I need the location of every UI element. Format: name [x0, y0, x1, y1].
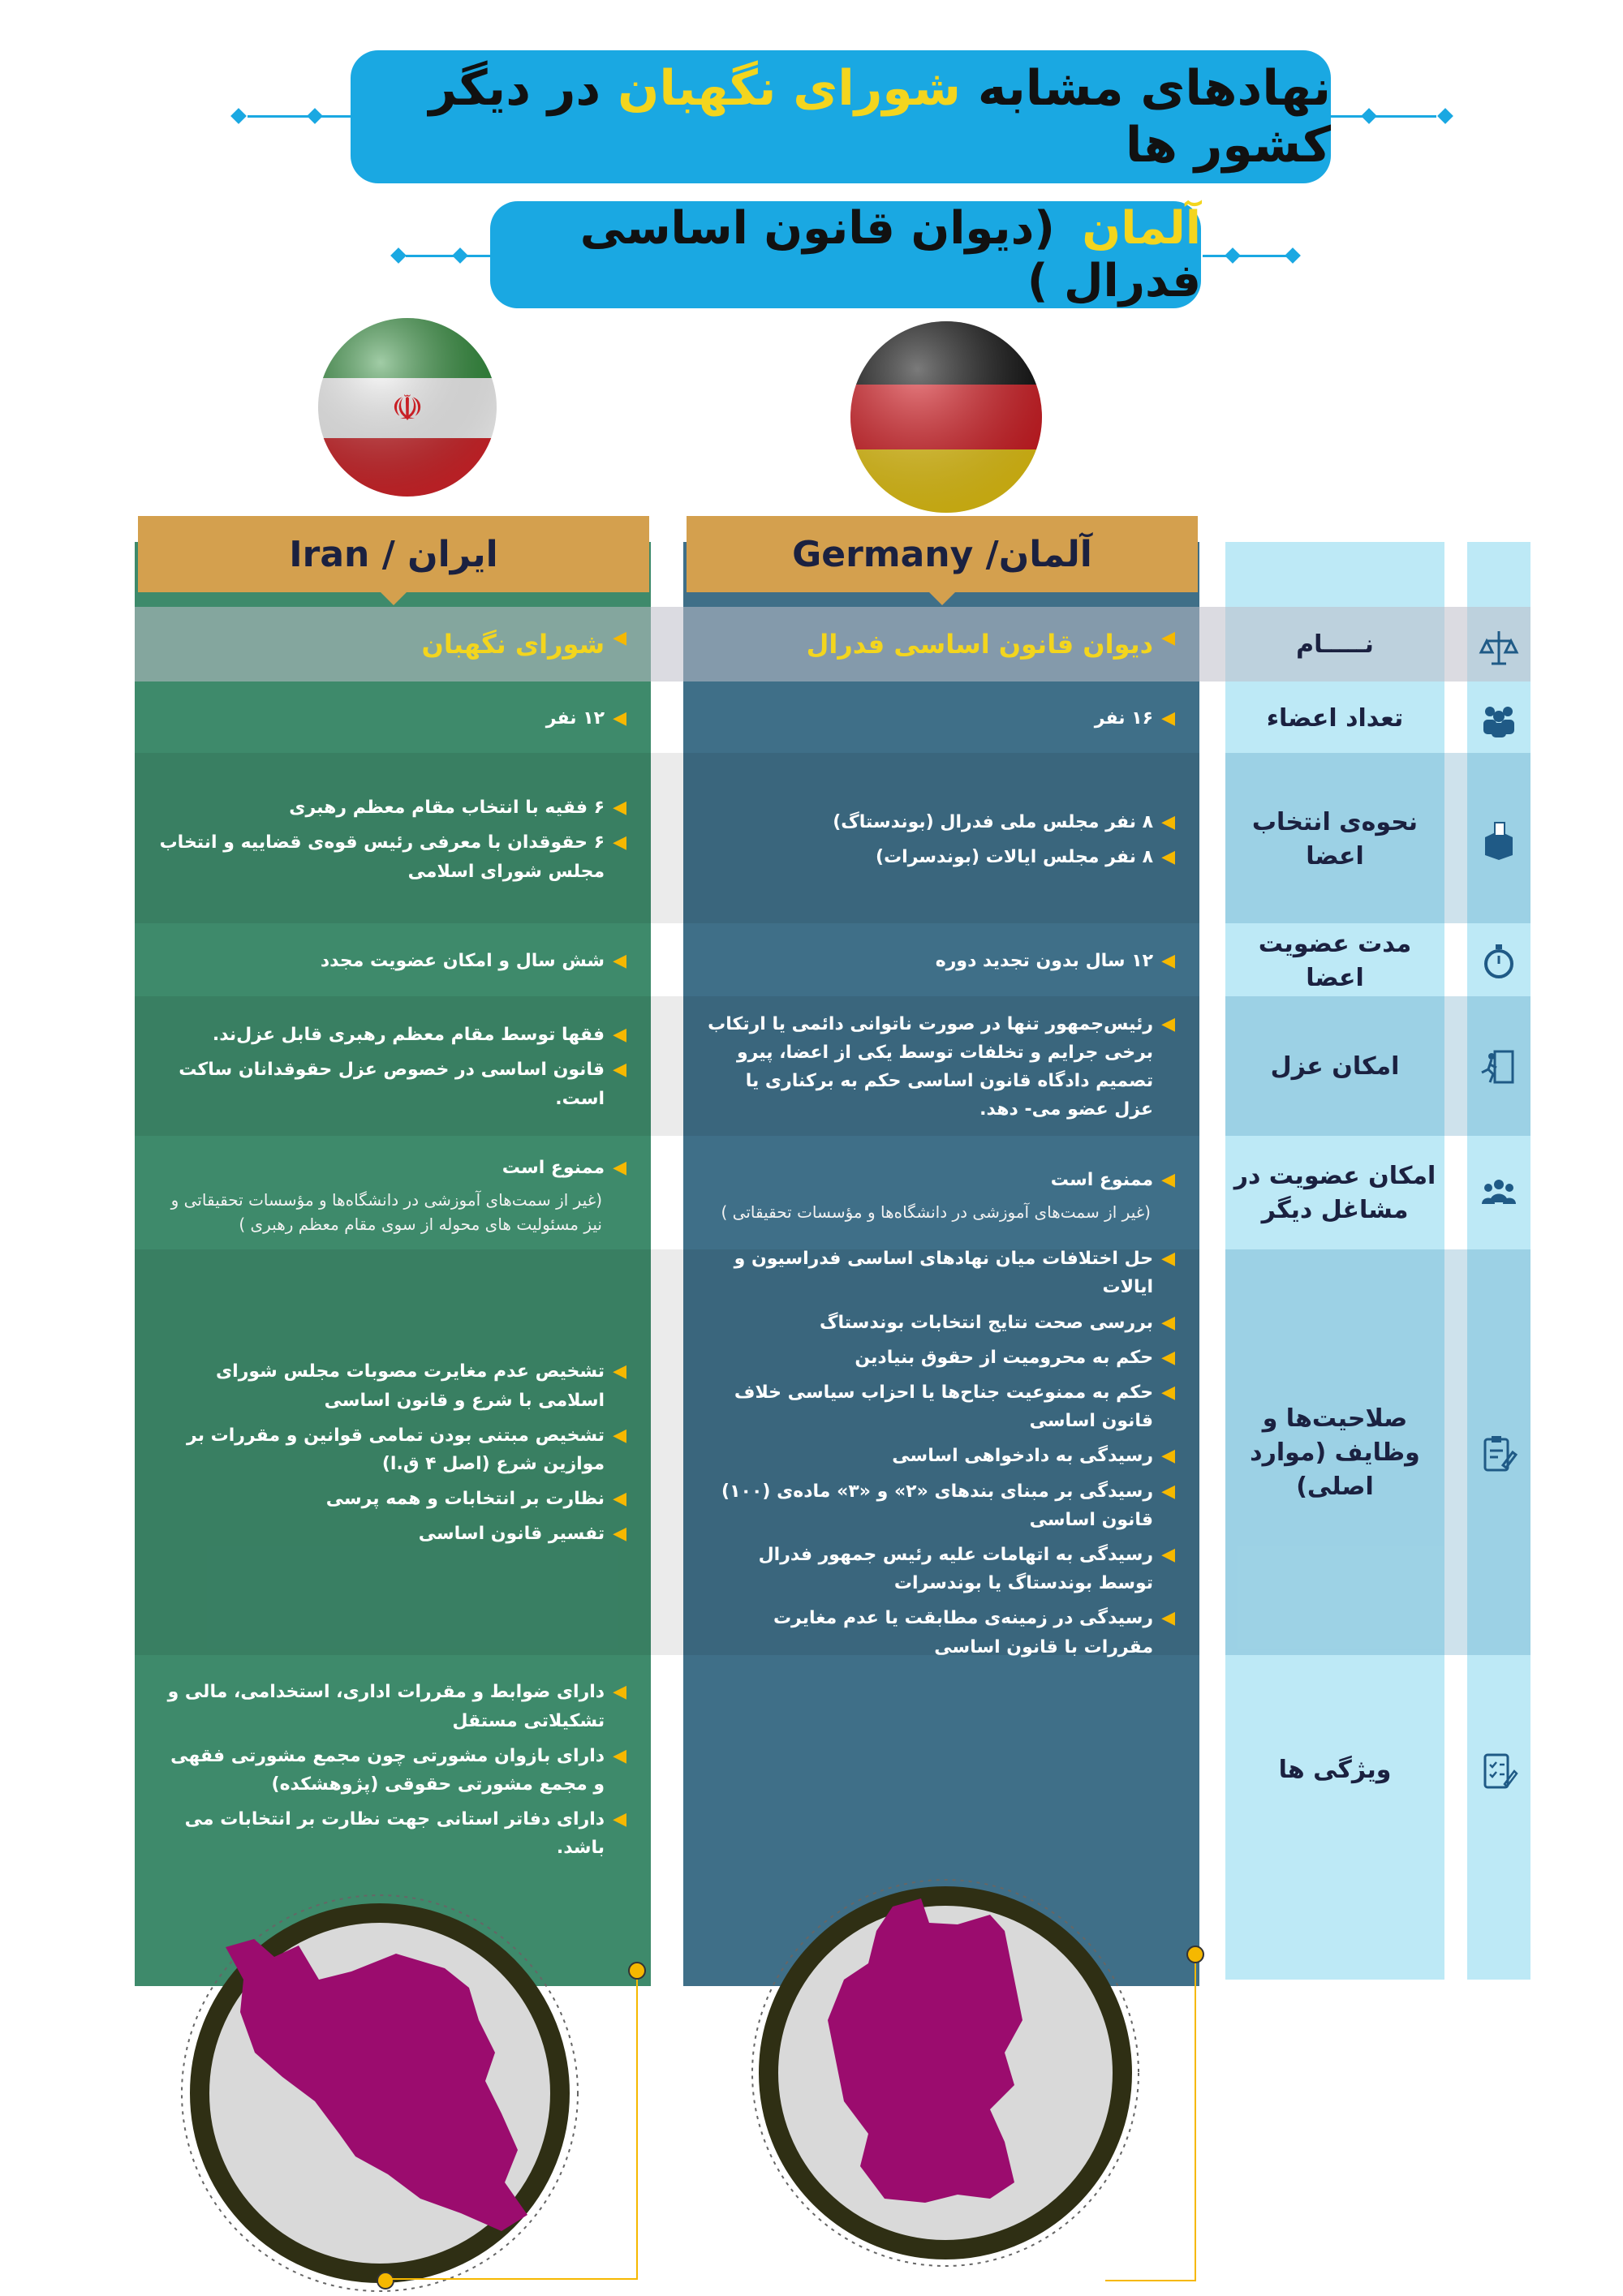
germany-duties-text: بررسی صحت نتایج انتخابات بوندستاگ	[819, 1312, 1154, 1333]
iran-duties-text: تشخیص مبتنی بودن تمامی قوانین و مقررات بر موازین شرع (اصل ۴ ق.ا)	[187, 1425, 605, 1474]
germany-duties-text: رسیدگی به اتهامات علیه رئیس جمهور فدرال توسط بوندستاگ یا بوندسرات	[758, 1544, 1154, 1594]
germany-duties-item	[708, 1344, 1175, 1372]
bullet-arrow-icon: ◀	[613, 1682, 626, 1703]
iran-features-text: دارای بازوان مشورتی چون مجمع مشورتی فقهی و مجمع مشورتی حقوقی (پژوهشکده)	[170, 1745, 605, 1795]
germany-members-item	[708, 704, 1175, 733]
row-label-term: مدت عضویت اعضا	[1258, 930, 1412, 992]
row-label-selection: نحوه‌ی انتخاب اعضا	[1251, 808, 1419, 871]
row-gap-1	[651, 681, 683, 755]
title-ornament-left	[231, 112, 353, 120]
bullet-arrow-icon: ◀	[1161, 628, 1175, 649]
germany-removal-text: رئیس‌جمهور تنها در صورت ناتوانی دائمی یا ارتکاب برخی جرایم و تخلفات توسط یکی از اعضا، پیرو تصمیم دادگاه قانون اساسی حکم به برکناری یا عزل عضو می- دهد.	[708, 1013, 1154, 1120]
row-gap-2b	[1199, 925, 1225, 996]
scales-icon	[1470, 608, 1527, 681]
germany-cell-members	[683, 683, 1199, 755]
bullet-arrow-icon: ◀	[1161, 1170, 1175, 1191]
iran-cell-term	[135, 927, 651, 996]
iran-features-item	[159, 1678, 626, 1735]
iran-features-item	[159, 1742, 626, 1799]
germany-name-item	[708, 624, 1175, 665]
exit-door-icon	[1470, 998, 1527, 1136]
row-gap-3b	[1199, 1136, 1225, 1249]
iran-other_jobs-text: ممنوع است	[502, 1158, 605, 1179]
germany-cell-selection	[683, 755, 1199, 925]
bullet-arrow-icon: ◀	[613, 798, 626, 819]
bullet-arrow-icon: ◀	[1161, 1312, 1175, 1333]
iran-cell-selection	[135, 755, 651, 925]
bullet-arrow-icon: ◀	[613, 1809, 626, 1830]
iran-map	[177, 1890, 583, 2296]
germany-connector-vertical	[1195, 1957, 1196, 2281]
row-gap-3	[651, 1136, 683, 1249]
iran-cell-other_jobs	[135, 1137, 651, 1249]
row-gap-4	[651, 1655, 683, 1980]
germany-duties-text: رسیدگی به دادخواهی اساسی	[892, 1446, 1154, 1467]
iran-term-text: شش سال و امکان عضویت مجدد	[320, 951, 605, 972]
title-highlight: شورای نگهبان	[618, 60, 961, 117]
germany-other_jobs-item	[708, 1166, 1175, 1194]
iran-header-label: ایران / Iran	[289, 533, 498, 575]
iran-duties-item	[159, 1357, 626, 1414]
germany-selection-item	[708, 808, 1175, 836]
row-label-members: تعداد اعضاء	[1266, 704, 1404, 733]
iran-removal-item	[159, 1021, 626, 1049]
iran-column-dot	[628, 1962, 646, 1980]
iran-selection-item	[159, 793, 626, 822]
germany-duties-item	[708, 1309, 1175, 1337]
iran-features-text: دارای دفاتر استانی جهت نظارت بر انتخابات می باشد.	[184, 1809, 605, 1859]
subtitle-country: آلمان	[1082, 202, 1201, 255]
iran-duties-text: نظارت بر انتخابات و همه پرسی	[325, 1489, 605, 1510]
bullet-arrow-icon: ◀	[1161, 1544, 1175, 1565]
iran-removal-item	[159, 1056, 626, 1112]
germany-cell-name	[683, 608, 1199, 681]
iran-map-connector-dot	[377, 2272, 394, 2290]
germany-duties-item	[708, 1378, 1175, 1435]
iran-connector-vertical	[636, 1971, 638, 2280]
germany-duties-item	[708, 1604, 1175, 1661]
iran-removal-text: فقها توسط مقام معظم رهبری قابل عزل‌ند.	[212, 1025, 605, 1046]
germany-term-text: ۱۲ سال بدون تجدید دوره	[935, 951, 1154, 972]
people-icon	[1470, 1137, 1527, 1249]
germany-connector-line	[1105, 2280, 1196, 2281]
title-part1: نهادهای مشابه	[960, 60, 1331, 117]
iran-cell-members	[135, 683, 651, 755]
germany-duties-item	[708, 1442, 1175, 1470]
germany-duties-text: رسیدگی در زمینه‌ی مطابقت یا عدم مغایرت مقررات با قانون اساسی	[773, 1608, 1154, 1658]
row-gap-2	[651, 925, 683, 996]
bullet-arrow-icon: ◀	[1161, 1347, 1175, 1368]
germany-cell-duties	[683, 1249, 1199, 1658]
bullet-arrow-icon: ◀	[1161, 811, 1175, 832]
bullet-arrow-icon: ◀	[613, 1425, 626, 1446]
row-label-duties: صلاحیت‌ها و وظایف (موارد اصلی)	[1250, 1404, 1420, 1501]
subtitle-ornament-right	[1203, 252, 1300, 260]
germany-duties-item	[708, 1245, 1175, 1301]
title-banner	[351, 50, 1331, 183]
iran-duties-text: تفسیر قانون اساسی	[418, 1524, 605, 1545]
germany-duties-text: حل اختلافات میان نهادهای اساسی فدراسیون و ایالات	[734, 1249, 1154, 1298]
germany-cell-other_jobs	[683, 1137, 1199, 1249]
bullet-arrow-icon: ◀	[613, 1158, 626, 1179]
germany-name-text: دیوان قانون اساسی فدرال	[806, 629, 1154, 660]
bullet-arrow-icon: ◀	[1161, 1608, 1175, 1629]
germany-selection-item	[708, 843, 1175, 871]
germany-cell-features	[683, 1657, 1199, 1884]
bullet-arrow-icon: ◀	[613, 1489, 626, 1510]
germany-duties-item	[708, 1477, 1175, 1534]
iran-duties-text: تشخیص عدم مغایرت مصوبات مجلس شورای اسلامی با شرع و قانون اساسی	[215, 1361, 605, 1411]
iran-flag-icon	[315, 315, 500, 500]
germany-members-text: ۱۶ نفر	[1094, 708, 1154, 729]
checklist-icon	[1470, 1657, 1527, 1884]
bullet-arrow-icon: ◀	[613, 1025, 626, 1046]
germany-header-label: آلمان/ Germany	[792, 533, 1092, 575]
iran-header	[138, 516, 649, 592]
bullet-arrow-icon: ◀	[1161, 951, 1175, 972]
iran-term-item	[159, 947, 626, 975]
iran-selection-text: ۶ فقیه با انتخاب مقام معظم رهبری	[289, 798, 605, 819]
iran-cell-removal	[135, 998, 651, 1136]
svg-text:☫: ☫	[391, 388, 424, 429]
subtitle-banner	[490, 201, 1201, 308]
bullet-arrow-icon: ◀	[613, 1060, 626, 1081]
iran-other_jobs-note: (غیر از سمت‌های آموزشی در دانشگاه‌ها و مؤسسات تحقیقاتی و نیز مسئولیت های محوله از سوی مقام معظم رهبری )	[170, 1189, 602, 1234]
iran-other_jobs-item	[159, 1154, 626, 1182]
bullet-arrow-icon: ◀	[613, 832, 626, 853]
row-label-name: نـــــام	[1296, 630, 1374, 659]
stopwatch-icon	[1470, 927, 1527, 996]
iran-selection-text: ۶ حقوقدان با معرفی رئیس قوه‌ی قضاییه و انتخاب مجلس شورای اسلامی	[159, 832, 605, 882]
bullet-arrow-icon: ◀	[613, 1745, 626, 1766]
bullet-arrow-icon: ◀	[1161, 1249, 1175, 1270]
germany-map	[747, 1874, 1144, 2272]
iran-duties-item	[159, 1485, 626, 1513]
row-gap-1b	[1199, 681, 1225, 755]
iran-duties-item	[159, 1520, 626, 1548]
bullet-arrow-icon: ◀	[1161, 847, 1175, 867]
iran-cell-features	[135, 1657, 651, 1884]
germany-flag-icon	[847, 318, 1045, 516]
clipboard-pen-icon	[1470, 1251, 1527, 1655]
subtitle	[490, 202, 1201, 307]
row-label-removal: امکان عزل	[1270, 1052, 1400, 1081]
subtitle-body-name: (دیوان قانون اساسی فدرال )	[579, 202, 1201, 307]
iran-connector-line	[385, 2278, 638, 2280]
germany-other_jobs-text: ممنوع است	[1050, 1170, 1154, 1191]
subtitle-ornament-left	[393, 252, 490, 260]
germany-duties-text: رسیدگی بر مبنای بندهای «۲» و «۳» ماده‌ی (۱۰۰) قانون اساسی	[721, 1481, 1154, 1530]
iran-members-item	[159, 704, 626, 733]
bullet-arrow-icon: ◀	[1161, 1382, 1175, 1404]
iran-name-item	[159, 624, 626, 665]
germany-other_jobs-note: (غیر از سمت‌های آموزشی در دانشگاه‌ها و مؤسسات تحقیقاتی )	[721, 1202, 1151, 1222]
germany-cell-removal	[683, 998, 1199, 1136]
iran-removal-text: قانون اساسی در خصوص عزل حقوقدانان ساکت است.	[179, 1060, 605, 1109]
people-group-icon	[1470, 683, 1527, 755]
row-label-other_jobs: امکان عضویت در مشاغل دیگر	[1233, 1162, 1436, 1224]
germany-cell-term	[683, 927, 1199, 996]
germany-duties-text: حکم به ممنوعیت جناح‌ها یا احزاب سیاسی خلاف قانون اساسی	[734, 1382, 1154, 1432]
germany-selection-text: ۸ نفر مجلس ملی فدرال (بوندستاگ)	[833, 811, 1154, 832]
title-part2: در دیگر کشور ها	[428, 60, 1331, 174]
bullet-arrow-icon: ◀	[1161, 1481, 1175, 1502]
germany-column-dot	[1186, 1946, 1204, 1963]
germany-duties-text: حکم به محرومیت از حقوق بنیادین	[855, 1347, 1154, 1368]
bullet-arrow-icon: ◀	[1161, 708, 1175, 729]
bullet-arrow-icon: ◀	[1161, 1446, 1175, 1467]
title-ornament-right	[1331, 112, 1453, 120]
ballot-box-icon	[1470, 755, 1527, 925]
iran-features-text: دارای ضوابط و مقررات اداری، استخدامی، مالی و تشکیلاتی مستقل	[167, 1682, 605, 1731]
iran-selection-item	[159, 828, 626, 885]
bullet-arrow-icon: ◀	[1161, 1013, 1175, 1034]
iran-name-text: شورای نگهبان	[421, 629, 605, 660]
germany-duties-item	[708, 1541, 1175, 1597]
row-label-features: ویژگی ها	[1278, 1756, 1392, 1784]
iran-members-text: ۱۲ نفر	[545, 708, 605, 729]
germany-removal-item	[708, 1010, 1175, 1124]
page-title	[351, 60, 1331, 174]
germany-selection-text: ۸ نفر مجلس ایالات (بوندسرات)	[876, 847, 1154, 867]
iran-features-item	[159, 1805, 626, 1862]
bullet-arrow-icon: ◀	[613, 951, 626, 972]
germany-header	[687, 516, 1198, 592]
bullet-arrow-icon: ◀	[613, 628, 626, 649]
bullet-arrow-icon: ◀	[613, 708, 626, 729]
iran-cell-duties	[135, 1251, 651, 1655]
iran-cell-name	[135, 608, 651, 681]
row-gap-4b	[1199, 1655, 1225, 1980]
bullet-arrow-icon: ◀	[613, 1361, 626, 1382]
germany-term-item	[708, 947, 1175, 975]
iran-duties-item	[159, 1421, 626, 1478]
bullet-arrow-icon: ◀	[613, 1524, 626, 1545]
